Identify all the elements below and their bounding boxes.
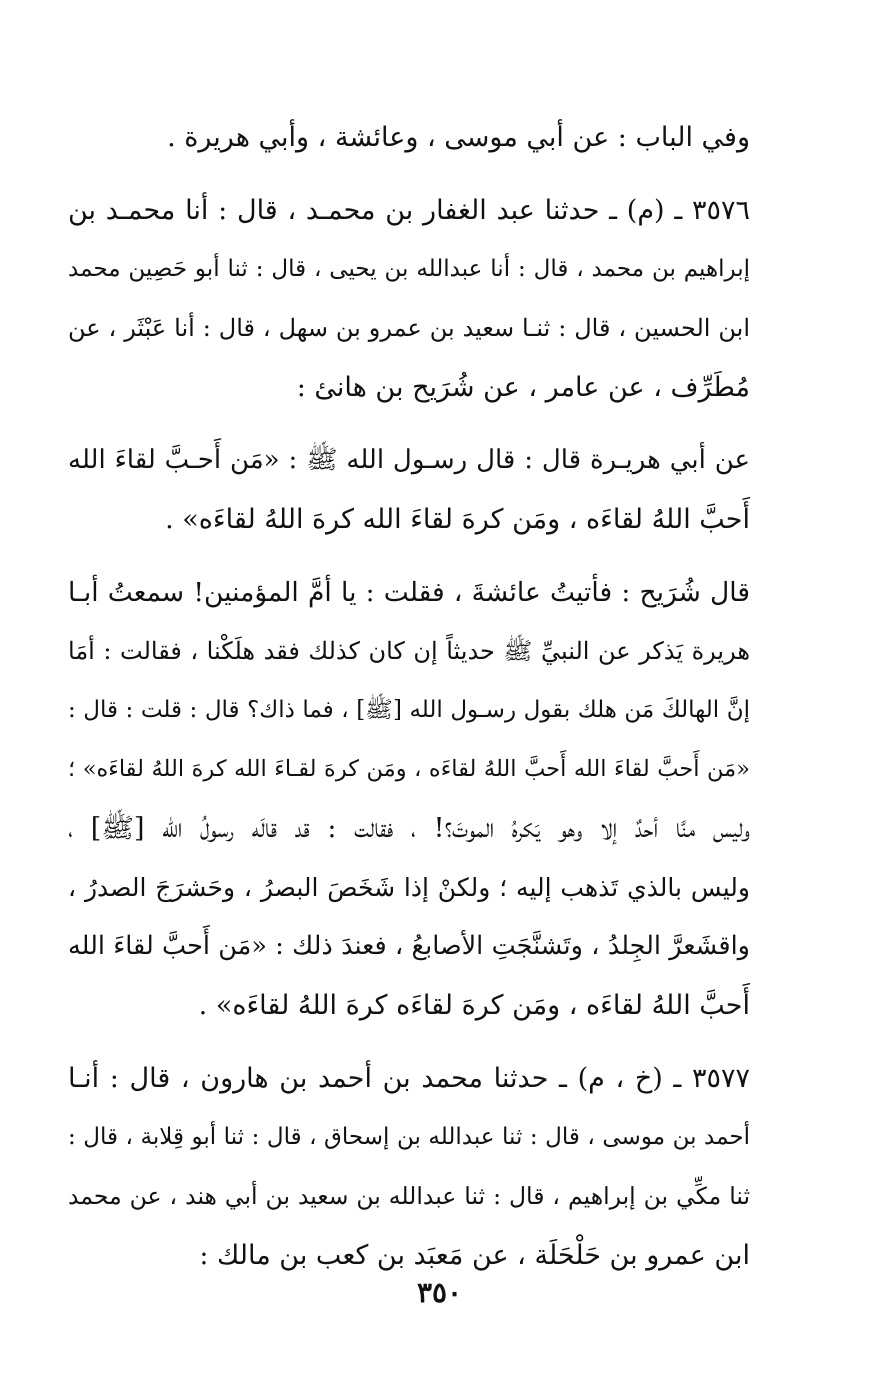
text-line: مُطَرِّف ، عن عامر ، عن شُرَيح بن هانئ : (296, 372, 750, 403)
text-line: واقشَعرَّ الجِلدُ ، وتَشنَّجَتِ الأصابعُ ، فعندَ ذلك : «مَن أَحبَّ لقاءَ الله (68, 931, 750, 961)
text-line: عن أبي هريـرة قال : قال رسـول الله ﷺ : «مَن أَحـبَّ لقاءَ الله (68, 445, 750, 475)
text-line: قال شُرَيح : فأتيتُ عائشةَ ، فقلت : يا أمَّ المؤمنين! سمعتُ أبـا (68, 577, 750, 608)
text-line: ٣٥٧٦ ـ (م) ـ حدثنا عبد الغفار بن محمـد ، قال : أنا محمـد بن (68, 195, 750, 226)
page-text (68, 108, 780, 1299)
text-line: ابن الحسين ، قال : ثنـا سعيد بن عمرو بن سهل ، قال : أنا عَبْثَر ، عن (68, 314, 750, 342)
text-line: هريرة يَذكر عن النبيِّ ﷺ حديثاً إن كان كذلك فقد هلَكْنا ، فقالت : أمَا (68, 637, 750, 665)
paragraph-bab (68, 108, 780, 167)
paragraph-hadith-3576-matn (68, 431, 780, 549)
text-line: أَحبَّ اللهُ لقاءَه ، ومَن كرهَ لقاءَه كرهَ اللهُ لقاءَه» . (198, 990, 750, 1021)
text-line: ابن عمرو بن حَلْحَلَة ، عن مَعبَد بن كعب بن مالك : (199, 1240, 750, 1271)
text-line: وفي الباب : عن أبي موسى ، وعائشة ، وأبي هريرة . (167, 122, 750, 153)
paragraph-hadith-3576-isnad (68, 181, 780, 417)
text-line: أحمد بن موسى ، قال : ثنا عبدالله بن إسحاق ، قال : ثنا أبو قِلابة ، قال : (68, 1124, 750, 1150)
text-line: إنَّ الهالكَ مَن هلك بقول رسـول الله [ﷺ] ، فما ذاك؟ قال : قلت : قال : (68, 697, 750, 723)
paragraph-hadith-3577-isnad (68, 1049, 780, 1285)
text-line: إبراهيم بن محمد ، قال : أنا عبدالله بن يحيى ، قال : ثنا أبو حَصِين محمد (68, 256, 750, 282)
text-line: وليس منَّا أحدٌ إلا وهو يَكرهُ الموتَ؟! ، فقالت : قد قالَه رسولُ الله [ﷺ] ، (68, 813, 750, 844)
text-line: ثنا مكِّي بن إبراهيم ، قال : ثنا عبدالله بن سعيد بن أبي هند ، عن محمد (68, 1182, 750, 1210)
page-number: ٣٥٠ (416, 1276, 463, 1309)
text-line: «مَن أَحبَّ لقاءَ الله أَحبَّ اللهُ لقاءَه ، ومَن كرهَ لقـاءَ الله كرهَ اللهُ لقاءَه» ؛ (68, 756, 750, 782)
paragraph-hadith-3576-shurayh (68, 563, 780, 1035)
text-line: أَحبَّ اللهُ لقاءَه ، ومَن كرهَ لقاءَ الله كرهَ اللهُ لقاءَه» . (165, 504, 750, 535)
text-line: ٣٥٧٧ ـ (خ ، م) ـ حدثنا محمد بن أحمد بن هارون ، قال : أنـا (68, 1063, 750, 1094)
text-line: وليس بالذي تَذهب إليه ؛ ولكنْ إذا شَخَصَ البصرُ ، وحَشرَجَ الصدرُ ، (68, 873, 750, 902)
